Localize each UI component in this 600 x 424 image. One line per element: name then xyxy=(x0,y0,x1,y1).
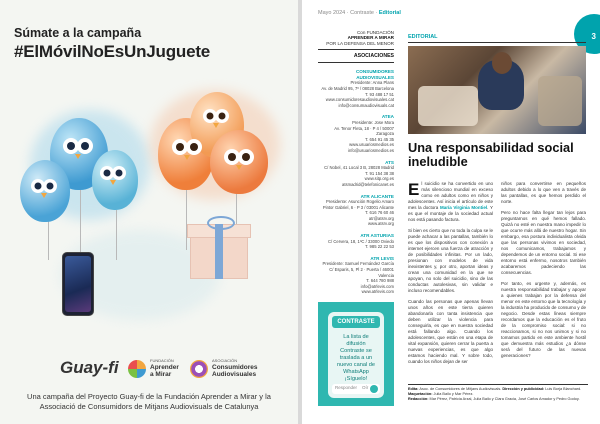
gift-box-illustration xyxy=(190,233,248,279)
association-detail: T. 91 154 38 38 xyxy=(365,170,394,176)
directory-column xyxy=(318,30,394,295)
associations-list xyxy=(318,69,394,295)
association-detail: Presidente: Jose Mora xyxy=(352,119,394,125)
association-entry xyxy=(318,233,394,250)
association-name: ATEA xyxy=(381,114,394,120)
associations-heading: ASOCIACIONES xyxy=(353,53,394,60)
owl-icon xyxy=(58,130,98,170)
association-detail: Presidente: Asunción Rogelio Amaro xyxy=(326,199,394,205)
balloon-string xyxy=(186,190,187,250)
association-detail: T. 654 91 45 35 xyxy=(365,136,394,142)
article-column-2: niños para convertirse en pequeños adultos debido a lo que ven a través de las pantallas, es que hemos perdido el norte. Pero no hace falta llegar tan lejos para preguntarnos en qué hemos fallado. Quizá no esté en nuestra mano impedir lo que ocurre más allá de nuestro hogar. Sin embargo, esa postura individualista olvida que las personas vivimos en sociedad, nos comunicamos, trabajamos y dependemos de un entorno social. Si ese entorno está enfermo, nosotros también acabaremos padeciendo las consecuencias. Por tanto, es urgente y, además, es nuestra responsabilidad trabajar y apoyar a quienes trabajan por la defensa del menor en este entorno que la tecnología y la industria ha producido de consumo y de negocio. Desde estas líneas siempre recordamos que la educación es el fruto de la compromiso social: si no reaccionamos, si no nos unimos y si no tomamos partido en este ambiente hostil que demuestra más estudios ¿a dónse será del futuro de las nuevas generaciones? xyxy=(501,181,586,358)
asociacion-sub: ASOCIACIÓN xyxy=(212,358,238,363)
association-entry xyxy=(318,114,394,153)
association-detail: info@atrlevis.com xyxy=(360,283,394,289)
association-detail: T. 644 780 988 xyxy=(366,278,394,284)
association-detail: www.usuariosmedios.es xyxy=(349,142,394,148)
association-name: CONSUMIDORES AUDIOVISUALES xyxy=(355,69,394,80)
association-detail: www.atsrv.org xyxy=(368,221,394,227)
association-entry xyxy=(318,69,394,108)
owl-icon xyxy=(96,160,130,194)
ad-input-bar: Responder Oír xyxy=(332,384,380,394)
campaign-title: Súmate a la campaña xyxy=(14,26,142,40)
association-detail: T. 616 76 60 46 xyxy=(365,210,394,216)
association-detail: atr@atsrv.org xyxy=(368,215,394,221)
asociacion-name: Consumidores Audiovisuales xyxy=(212,364,258,378)
fundacion-name: Aprender a Mirar xyxy=(150,364,179,378)
asociacion-logo-icon xyxy=(190,360,208,378)
ad-header: CONTRASTE xyxy=(332,316,380,328)
smartphone-illustration xyxy=(62,252,94,316)
association-detail: T. 93 488 17 51 xyxy=(365,91,394,97)
balloon-string xyxy=(48,220,49,260)
owl-icon xyxy=(26,172,62,208)
owl-icon xyxy=(220,142,258,180)
balloon-string xyxy=(116,210,117,260)
association-detail: atsmadrid@telefonicanet.es xyxy=(342,181,394,187)
publisher-block: Con FUNDACIÓN APRENDER A MIRAR POR LA DEFENSA DEL MENOR xyxy=(326,30,394,46)
association-detail: www.sitp.org.es xyxy=(364,176,394,182)
drop-cap: E xyxy=(408,180,420,199)
campaign-poster-page xyxy=(0,0,298,424)
campaign-hashtag: #ElMóvilNoEsUnJuguete xyxy=(14,42,211,61)
association-entry xyxy=(318,160,394,188)
owl-icon xyxy=(198,102,234,138)
association-detail: Presidente: Samuel Fernández García xyxy=(322,261,394,267)
association-detail: info@consumaudiovisuals.cat xyxy=(338,102,394,108)
association-detail: C/ Nobel, 41 Local 3 B, 28028 Madrid xyxy=(324,165,394,171)
association-detail: www.consumidoresaudiovisuales.cat xyxy=(325,97,394,103)
send-icon xyxy=(370,385,378,393)
section-rule xyxy=(408,42,586,43)
fundacion-logo-icon xyxy=(128,360,146,378)
association-detail: info@usuariosmedios.es xyxy=(348,147,394,153)
association-detail: C/ Cervera, 18, 1ºC / 33000 Oviedo xyxy=(327,238,394,244)
fundacion-sub: FUNDACIÓN xyxy=(150,358,174,363)
phone-mockup xyxy=(328,312,384,398)
association-detail: T. 985 22 22 53 xyxy=(365,244,394,250)
article-column-1: El suicidio se ha convertido en uno más silencioso mundial en exceso como en adultos como en niños y adolescentes. Así inicia el artículo de este mes la doctora María Virginia Montiel. Y es que el montaje de la sociedad actual nos está pasando factura. Si bien es cierto que no toda la culpa se le puede achacar a las pantallas, también lo es que los dispositivos con conexión a internet ejercen una fuerza de atracción y de posibilidades infinitas. Por un lado, presionan con modelos de vida inexistentes y, por otro, aportan ideas y crean una comunidad en la que se apoyan, no solo del suicidio, sino de las conductas autolesivas, sin validar e incluso recomendables. Cuando las personas que apenas llevan unos años en este tierra quieren abandonarla con tanta insistencia que deben utilizar la violencia para conseguirla, es que en nuestra sociedad está fallando algo. Cuando los adolescentes, que están en una etapa de vital expansión, quieren cerrar la puerta a nuevas experiencias, es que algo estamos haciendo mal. Y sobre todo, cuando los niños dejan de ser xyxy=(408,180,493,364)
association-detail: www.atrlevis.com xyxy=(361,289,394,295)
guayfi-logo: Guay-fi xyxy=(60,358,119,377)
association-detail: Av. de Madrid 95, 7º / 08028 Barcelona xyxy=(321,86,394,91)
editorial-photo xyxy=(408,46,586,134)
editorial-page xyxy=(302,0,600,424)
association-detail: C/ Esparis, 5, Pl 2 · Puerta / 46001 Valencia xyxy=(329,267,394,278)
association-detail: Av. Tenor Fleta, 18 · P 4 / 50007 Zaragoza xyxy=(334,125,394,137)
association-name: ATS xyxy=(385,159,394,165)
association-name: ATR ALICANTE xyxy=(360,193,394,199)
article-title: Una responsabilidad social ineludible xyxy=(408,140,574,169)
credits-box: Edita: Asoc. de Consumidores de Mitjans Audiovisuals. Dirección y publicidad: Luis Borja Blanchard. Maquetación: Julia Bailo y Mar Pérez. Redacción: Mar Pérez, Patricia Arzal, Julia Bailo y Clara Gracia, José Carlos Amador y Pedro Godoy. xyxy=(408,384,588,402)
issue-header: Mayo 2024 · Contraste · Editorial xyxy=(318,10,401,16)
association-name: ATR LEVIS xyxy=(370,255,394,261)
association-name: ATR ASTURIAS xyxy=(360,233,394,239)
association-entry xyxy=(318,194,394,228)
campaign-footer: Una campaña del Proyecto Guay-fi de la Fundación Aprender a Mirar y la Associació de Consumidors de Mitjans Audiovisuals de Catalunya xyxy=(27,392,271,411)
association-detail: Pintor Gabriel, 6 · P 3 / 03001 Alicante xyxy=(322,204,394,210)
association-detail: Presidente: Anna Plans xyxy=(350,80,394,86)
page-number: 3 xyxy=(591,32,596,41)
ad-message: La lista de difusión Contraste se traslada a un nuevo canal de WhatsApp ¡Síguelo! xyxy=(337,334,375,382)
balloon-string xyxy=(80,190,81,260)
association-entry xyxy=(318,256,394,295)
section-label: EDITORIAL xyxy=(408,34,438,40)
whatsapp-channel-ad[interactable] xyxy=(318,302,394,406)
sponsor-logos xyxy=(0,356,298,384)
